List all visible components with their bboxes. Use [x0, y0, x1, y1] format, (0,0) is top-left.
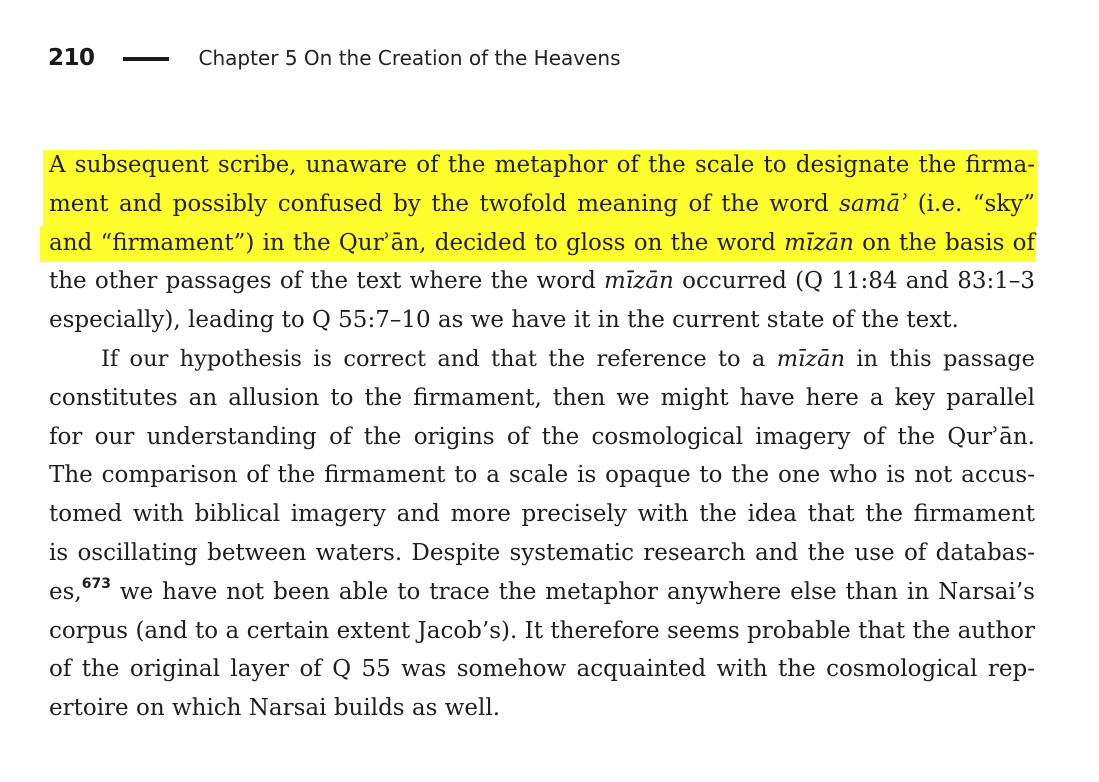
body-text — [49, 146, 1035, 728]
text-line: ment and possibly confused by the twofold meaning of the word samāʾ (i.e. “sky” — [49, 190, 1035, 217]
text-line: tomed with biblical imagery and more precisely with the idea that the firmament — [49, 501, 1035, 528]
paragraph-2 — [49, 340, 1035, 728]
italic-term: mīzān — [776, 345, 845, 372]
text-line: and “firmament”) in the Qurʾān, decided to gloss on the word mīzān on the basis of — [49, 229, 1035, 256]
text-line: is oscillating between waters. Despite systematic research and the use of databas- — [49, 539, 1035, 566]
header-rule — [123, 57, 169, 61]
text-line: the other passages of the text where the word mīzān occurred (Q 11:84 and 83:1–3 — [49, 268, 1035, 295]
text-line: corpus (and to a certain extent Jacob’s). It therefore seems probable that the author — [49, 617, 1035, 644]
text-line: es,$^{673}$ we have not been able to trace the metaphor anywhere else than in Narsai’s — [49, 575, 1035, 605]
footnote-ref[interactable]: 673 — [81, 575, 111, 592]
paragraph-1 — [49, 146, 1035, 340]
italic-term: mīzān — [604, 268, 674, 295]
text-line: of the original layer of Q 55 was somehow acquainted with the cosmological rep- — [49, 656, 1035, 683]
running-head: Chapter 5 On the Creation of the Heavens — [198, 46, 621, 70]
text-line: for our understanding of the origins of the cosmological imagery of the Qurʾān. — [49, 423, 1035, 450]
italic-term: mīzān — [784, 229, 854, 256]
text-line: constitutes an allusion to the firmament, then we might have here a key parallel — [49, 384, 1035, 411]
italic-term: samāʾ — [839, 190, 908, 217]
text-line: The comparison of the firmament to a scale is opaque to the one who is not accus- — [49, 462, 1035, 489]
text-line: ertoire on which Narsai builds as well. — [49, 695, 501, 722]
page-number: 210 — [48, 45, 95, 71]
text-line: If our hypothesis is correct and that the reference to a mīzān in this passage — [101, 345, 1035, 372]
text-line: especially), leading to Q 55:7–10 as we have it in the current state of the text. — [49, 307, 959, 334]
text-line: A subsequent scribe, unaware of the metaphor of the scale to designate the firma- — [49, 152, 1035, 178]
page-header — [48, 40, 621, 76]
